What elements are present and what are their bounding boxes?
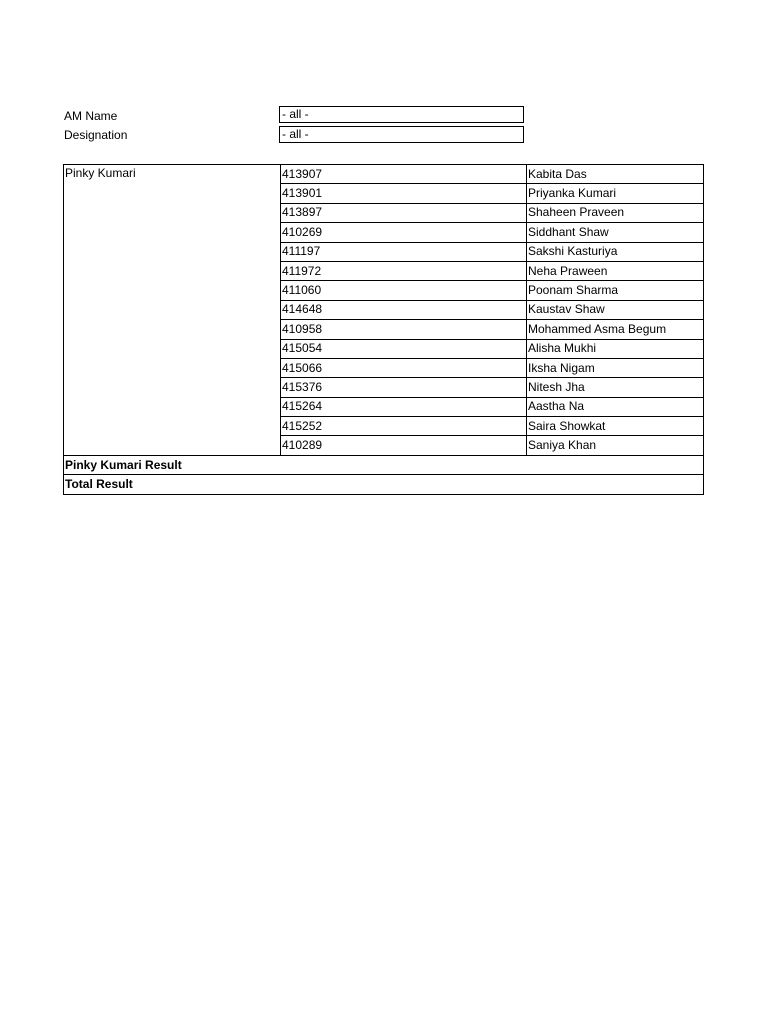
- employee-name-cell: Alisha Mukhi: [527, 339, 704, 358]
- employee-code-cell: 415252: [281, 417, 527, 436]
- employee-name-cell: Priyanka Kumari: [527, 184, 704, 203]
- employee-name-cell: Shaheen Praveen: [527, 203, 704, 222]
- total-row: [64, 475, 704, 494]
- subtotal-label: Pinky Kumari Result: [64, 455, 704, 474]
- employee-name-cell: Iksha Nigam: [527, 358, 704, 377]
- employee-name-cell: Nitesh Jha: [527, 378, 704, 397]
- employee-name-cell: Aastha Na: [527, 397, 704, 416]
- employee-code-cell: 413907: [281, 165, 527, 184]
- filter-designation-label: Designation: [64, 128, 128, 142]
- employee-code-cell: 411197: [281, 242, 527, 261]
- filter-am-name-dropdown[interactable]: - all -: [279, 106, 524, 123]
- employee-name-cell: Neha Praween: [527, 261, 704, 280]
- employee-name-cell: Mohammed Asma Begum: [527, 320, 704, 339]
- employee-name-cell: Saniya Khan: [527, 436, 704, 455]
- subtotal-row: [64, 455, 704, 474]
- employee-code-cell: 413901: [281, 184, 527, 203]
- report-table: [63, 164, 704, 495]
- employee-code-cell: 410269: [281, 223, 527, 242]
- employee-code-cell: 415054: [281, 339, 527, 358]
- employee-code-cell: 413897: [281, 203, 527, 222]
- employee-name-cell: Saira Showkat: [527, 417, 704, 436]
- employee-name-cell: Poonam Sharma: [527, 281, 704, 300]
- employee-code-cell: 414648: [281, 300, 527, 319]
- employee-code-cell: 411060: [281, 281, 527, 300]
- filter-am-name-label: AM Name: [64, 109, 118, 123]
- employee-name-cell: Siddhant Shaw: [527, 223, 704, 242]
- employee-code-cell: 415376: [281, 378, 527, 397]
- total-label: Total Result: [64, 475, 704, 494]
- employee-name-cell: Sakshi Kasturiya: [527, 242, 704, 261]
- report-table-body: [64, 165, 704, 495]
- employee-code-cell: 410958: [281, 320, 527, 339]
- employee-code-cell: 415264: [281, 397, 527, 416]
- employee-code-cell: 411972: [281, 261, 527, 280]
- employee-name-cell: Kaustav Shaw: [527, 300, 704, 319]
- am-name-cell: Pinky Kumari: [64, 165, 281, 456]
- table-row: [64, 165, 704, 184]
- employee-code-cell: 415066: [281, 358, 527, 377]
- employee-code-cell: 410289: [281, 436, 527, 455]
- filter-designation-dropdown[interactable]: - all -: [279, 126, 524, 143]
- employee-name-cell: Kabita Das: [527, 165, 704, 184]
